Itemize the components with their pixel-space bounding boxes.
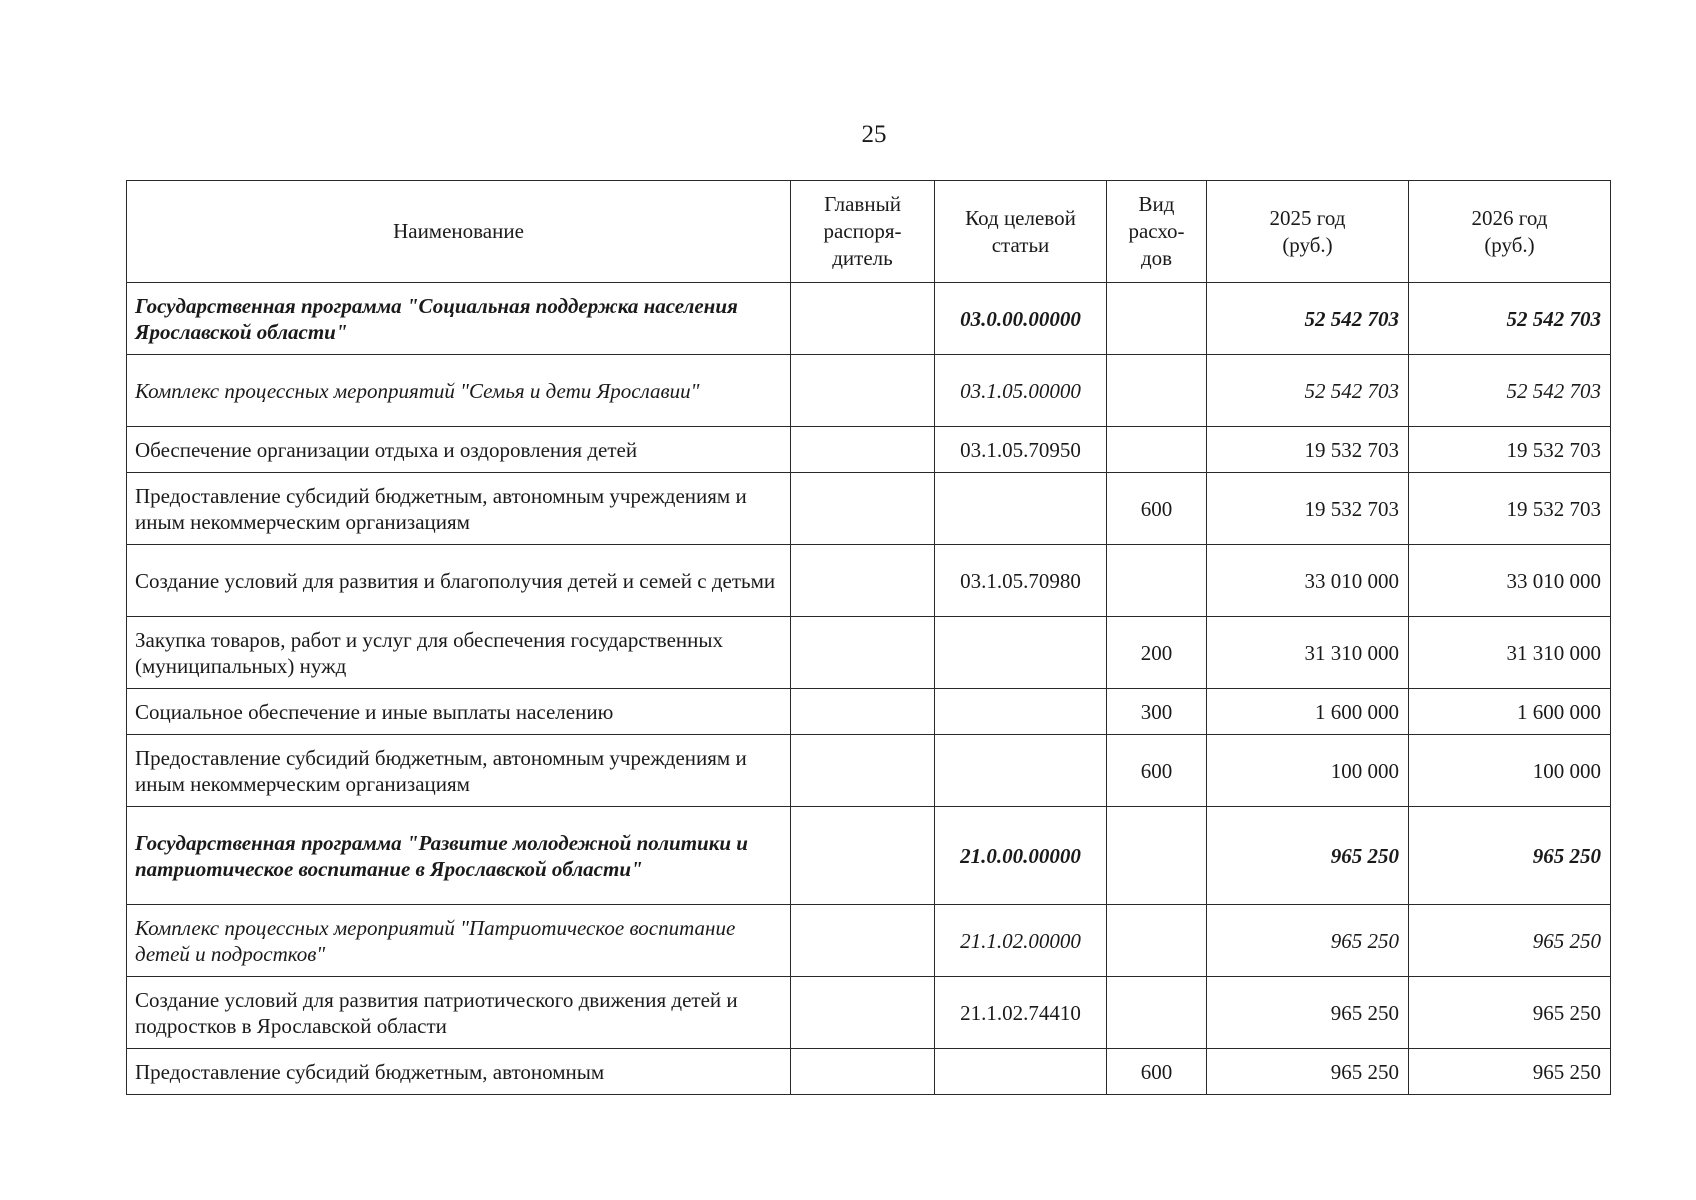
table-body xyxy=(127,283,1611,1095)
table-row xyxy=(127,1049,1611,1095)
row-name: Предоставление субсидий бюджетным, автономным учреждениям и иным некоммерческим организациям xyxy=(127,473,791,545)
row-amount-2026: 31 310 000 xyxy=(1409,617,1611,689)
row-amount-2025: 19 532 703 xyxy=(1207,473,1409,545)
row-name: Создание условий для развития и благополучия детей и семей с детьми xyxy=(127,545,791,617)
row-manager xyxy=(791,905,935,977)
row-amount-2026: 965 250 xyxy=(1409,905,1611,977)
row-name: Создание условий для развития патриотического движения детей и подростков в Ярославской области xyxy=(127,977,791,1049)
row-expense-type xyxy=(1107,545,1207,617)
row-name: Закупка товаров, работ и услуг для обеспечения государственных (муниципальных) нужд xyxy=(127,617,791,689)
row-name: Государственная программа "Развитие молодежной политики и патриотическое воспитание в Ярославской области" xyxy=(127,807,791,905)
row-code xyxy=(935,689,1107,735)
row-amount-2026: 19 532 703 xyxy=(1409,473,1611,545)
table-row xyxy=(127,427,1611,473)
row-amount-2025: 965 250 xyxy=(1207,977,1409,1049)
row-code xyxy=(935,735,1107,807)
row-amount-2025: 33 010 000 xyxy=(1207,545,1409,617)
row-amount-2026: 19 532 703 xyxy=(1409,427,1611,473)
row-amount-2025: 31 310 000 xyxy=(1207,617,1409,689)
row-code xyxy=(935,617,1107,689)
table-row xyxy=(127,977,1611,1049)
table-row xyxy=(127,807,1611,905)
row-code xyxy=(935,473,1107,545)
page-number: 25 xyxy=(861,121,887,148)
row-amount-2026: 965 250 xyxy=(1409,977,1611,1049)
row-name: Социальное обеспечение и иные выплаты населению xyxy=(127,689,791,735)
row-manager xyxy=(791,807,935,905)
table-row xyxy=(127,473,1611,545)
row-code: 03.1.05.00000 xyxy=(935,355,1107,427)
row-amount-2025: 52 542 703 xyxy=(1207,283,1409,355)
row-name: Предоставление субсидий бюджетным, автономным учреждениям и иным некоммерческим организациям xyxy=(127,735,791,807)
row-code: 21.0.00.00000 xyxy=(935,807,1107,905)
row-amount-2026: 33 010 000 xyxy=(1409,545,1611,617)
row-amount-2026: 965 250 xyxy=(1409,1049,1611,1095)
row-expense-type xyxy=(1107,807,1207,905)
row-name: Предоставление субсидий бюджетным, автономным xyxy=(127,1049,791,1095)
row-code: 21.1.02.00000 xyxy=(935,905,1107,977)
row-manager xyxy=(791,283,935,355)
row-code: 03.0.00.00000 xyxy=(935,283,1107,355)
header-manager: Главный распоря-дитель xyxy=(791,181,935,283)
row-code: 21.1.02.74410 xyxy=(935,977,1107,1049)
table-row xyxy=(127,283,1611,355)
row-amount-2025: 965 250 xyxy=(1207,905,1409,977)
row-amount-2025: 1 600 000 xyxy=(1207,689,1409,735)
table-row xyxy=(127,735,1611,807)
row-manager xyxy=(791,1049,935,1095)
table-row xyxy=(127,355,1611,427)
row-manager xyxy=(791,735,935,807)
row-expense-type xyxy=(1107,355,1207,427)
row-amount-2026: 965 250 xyxy=(1409,807,1611,905)
row-name: Комплекс процессных мероприятий "Семья и дети Ярославии" xyxy=(127,355,791,427)
row-manager xyxy=(791,473,935,545)
row-expense-type: 300 xyxy=(1107,689,1207,735)
row-amount-2025: 965 250 xyxy=(1207,1049,1409,1095)
header-year-2026: 2026 год (руб.) xyxy=(1409,181,1611,283)
header-year-2025: 2025 год (руб.) xyxy=(1207,181,1409,283)
row-name: Обеспечение организации отдыха и оздоровления детей xyxy=(127,427,791,473)
header-expense-type: Вид расхо-дов xyxy=(1107,181,1207,283)
row-amount-2025: 19 532 703 xyxy=(1207,427,1409,473)
row-manager xyxy=(791,355,935,427)
row-amount-2026: 52 542 703 xyxy=(1409,283,1611,355)
row-expense-type xyxy=(1107,427,1207,473)
header-code: Код целевой статьи xyxy=(935,181,1107,283)
row-expense-type: 600 xyxy=(1107,735,1207,807)
row-expense-type: 200 xyxy=(1107,617,1207,689)
row-expense-type xyxy=(1107,977,1207,1049)
row-name: Комплекс процессных мероприятий "Патриотическое воспитание детей и подростков" xyxy=(127,905,791,977)
row-amount-2025: 52 542 703 xyxy=(1207,355,1409,427)
row-expense-type: 600 xyxy=(1107,473,1207,545)
table-row xyxy=(127,905,1611,977)
header-name: Наименование xyxy=(127,181,791,283)
row-amount-2025: 100 000 xyxy=(1207,735,1409,807)
budget-table xyxy=(126,180,1611,1095)
table-row xyxy=(127,689,1611,735)
row-manager xyxy=(791,977,935,1049)
row-amount-2026: 100 000 xyxy=(1409,735,1611,807)
table-row xyxy=(127,617,1611,689)
table-header-row xyxy=(127,181,1611,283)
row-amount-2026: 52 542 703 xyxy=(1409,355,1611,427)
row-manager xyxy=(791,689,935,735)
row-name: Государственная программа "Социальная поддержка населения Ярославской области" xyxy=(127,283,791,355)
row-amount-2026: 1 600 000 xyxy=(1409,689,1611,735)
row-code xyxy=(935,1049,1107,1095)
row-manager xyxy=(791,545,935,617)
row-amount-2025: 965 250 xyxy=(1207,807,1409,905)
row-expense-type xyxy=(1107,283,1207,355)
row-manager xyxy=(791,427,935,473)
row-expense-type xyxy=(1107,905,1207,977)
row-expense-type: 600 xyxy=(1107,1049,1207,1095)
row-manager xyxy=(791,617,935,689)
row-code: 03.1.05.70980 xyxy=(935,545,1107,617)
row-code: 03.1.05.70950 xyxy=(935,427,1107,473)
table-row xyxy=(127,545,1611,617)
